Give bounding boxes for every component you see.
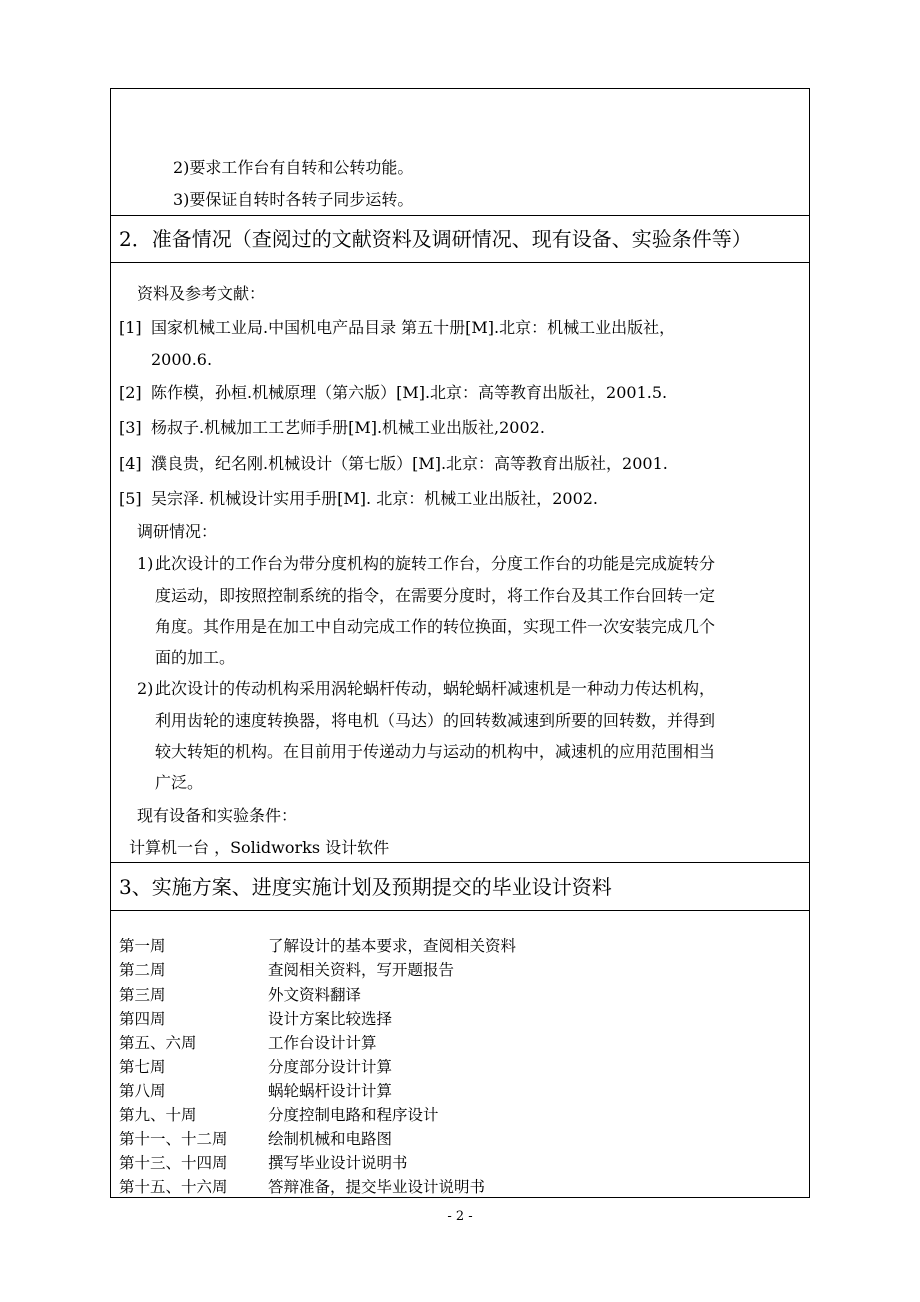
requirement-line: 2)要求工作台有自转和公转功能。: [173, 158, 414, 177]
divider: [110, 862, 810, 863]
page-number: - 2 -: [447, 1209, 473, 1224]
research-line: 角度。其作用是在加工中自动完成工作的转位换面，实现工件一次安装完成几个: [155, 617, 716, 636]
schedule-week: 第一周: [119, 937, 166, 955]
schedule-week: 第八周: [119, 1082, 166, 1100]
reference-number: [5]: [119, 489, 142, 508]
divider: [110, 215, 810, 216]
reference-text: 吴宗泽. 机械设计实用手册[M]. 北京：机械工业出版社，2002.: [151, 489, 599, 508]
schedule-week: 第十五、十六周: [119, 1178, 228, 1196]
schedule-task: 了解设计的基本要求，查阅相关资料: [268, 937, 517, 955]
schedule-week: 第二周: [119, 961, 166, 979]
schedule-task: 查阅相关资料，写开题报告: [268, 961, 455, 979]
research-item-number: 2): [137, 679, 154, 698]
schedule-week: 第三周: [119, 986, 166, 1004]
research-item-number: 1): [137, 554, 154, 573]
reference-text: 2000.6.: [151, 350, 213, 369]
schedule-week: 第十三、十四周: [119, 1154, 228, 1172]
schedule-task: 蜗轮蜗杆设计计算: [268, 1082, 393, 1100]
schedule-week: 第七周: [119, 1058, 166, 1076]
reference-number: [3]: [119, 418, 142, 437]
schedule-task: 设计方案比较选择: [268, 1010, 393, 1028]
research-line: 较大转矩的机构。在目前用于传递动力与运动的机构中，减速机的应用范围相当: [155, 742, 716, 761]
reference-number: [1]: [119, 318, 142, 337]
schedule-task: 答辩准备，提交毕业设计说明书: [268, 1178, 486, 1196]
schedule-week: 第九、十周: [119, 1106, 197, 1124]
reference-text: 濮良贵，纪名刚.机械设计（第七版）[M].北京：高等教育出版社，2001.: [151, 454, 668, 473]
schedule-task: 分度控制电路和程序设计: [268, 1106, 439, 1124]
reference-number: [2]: [119, 383, 142, 402]
research-line: 此次设计的工作台为带分度机构的旋转工作台，分度工作台的功能是完成旋转分: [155, 554, 716, 573]
equipment-text: 计算机一台 ，Solidworks 设计软件: [129, 838, 390, 857]
requirement-line: 3)要保证自转时各转子同步运转。: [173, 190, 414, 209]
research-line: 广泛。: [155, 773, 204, 792]
schedule-week: 第十一、十二周: [119, 1130, 228, 1148]
schedule-task: 工作台设计计算: [268, 1034, 377, 1052]
schedule-week: 第五、六周: [119, 1034, 197, 1052]
research-line: 面的加工。: [155, 648, 236, 667]
reference-text: 陈作模，孙桓.机械原理（第六版）[M].北京：高等教育出版社，2001.5.: [151, 383, 668, 402]
schedule-task: 分度部分设计计算: [268, 1058, 393, 1076]
research-line: 度运动，即按照控制系统的指令，在需要分度时，将工作台及其工作台回转一定: [155, 586, 716, 605]
divider: [110, 262, 810, 263]
schedule-week: 第四周: [119, 1010, 166, 1028]
research-label: 调研情况：: [137, 522, 218, 541]
equipment-label: 现有设备和实验条件：: [137, 806, 298, 825]
research-line: 利用齿轮的速度转换器，将电机（马达）的回转数减速到所要的回转数，并得到: [155, 711, 716, 730]
research-line: 此次设计的传动机构采用涡轮蜗杆传动，蜗轮蜗杆减速机是一种动力传达机构，: [155, 679, 716, 698]
reference-text: 国家机械工业局.中国机电产品目录 第五十册[M].北京：机械工业出版社，: [151, 318, 676, 337]
divider: [110, 910, 810, 911]
section-heading: 3、实施方案、进度实施计划及预期提交的毕业设计资料: [119, 875, 612, 899]
schedule-task: 绘制机械和电路图: [268, 1130, 393, 1148]
section-heading: 2．准备情况（查阅过的文献资料及调研情况、现有设备、实验条件等）: [119, 227, 752, 251]
form-table-border: [110, 88, 810, 1198]
schedule-task: 撰写毕业设计说明书: [268, 1154, 408, 1172]
reference-number: [4]: [119, 454, 142, 473]
schedule-task: 外文资料翻译: [268, 986, 362, 1004]
refs-label: 资料及参考文献：: [137, 284, 266, 303]
reference-text: 杨叔子.机械加工工艺师手册[M].机械工业出版社,2002.: [151, 418, 545, 437]
